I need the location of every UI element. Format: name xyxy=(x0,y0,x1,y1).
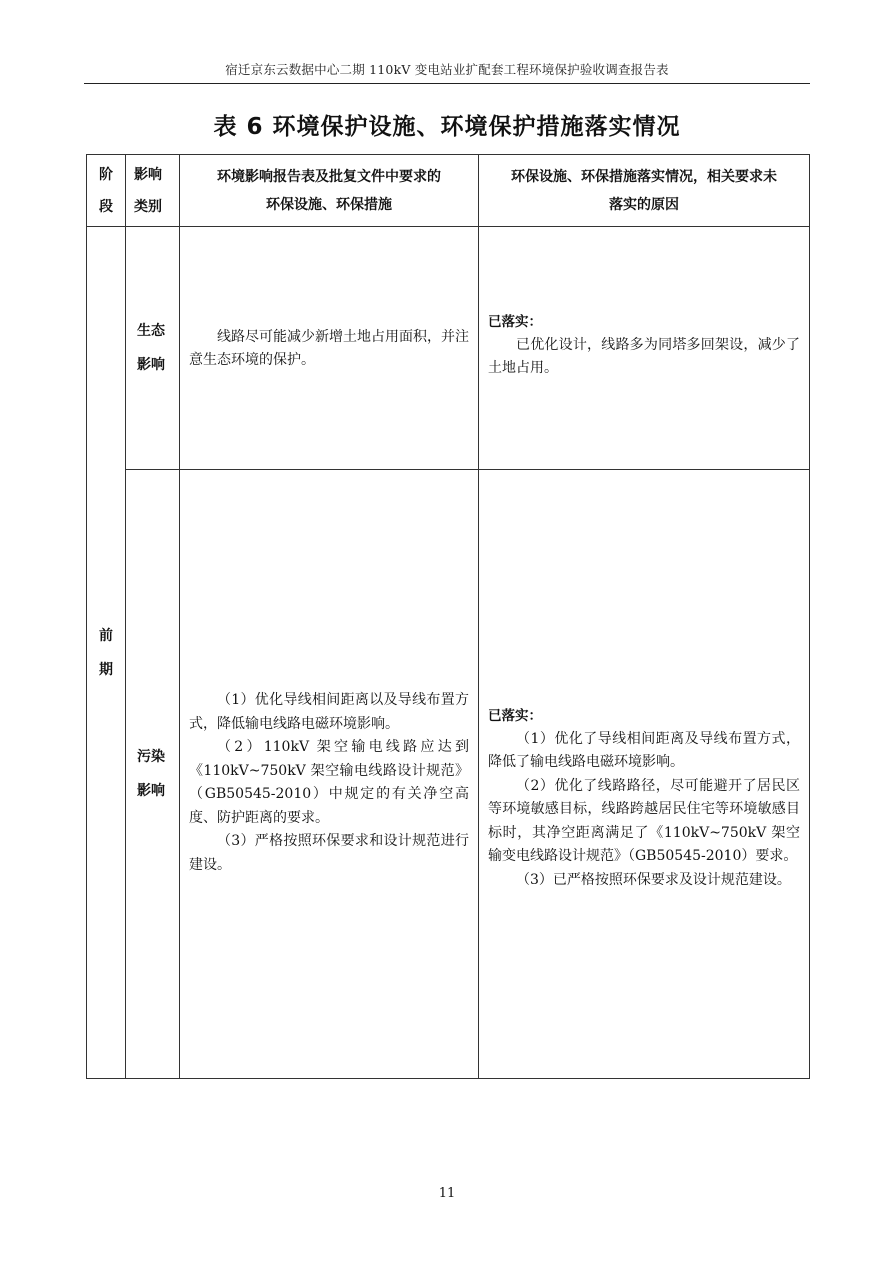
stage-cell xyxy=(87,227,126,1079)
header-impact-type-line-1: 影响 xyxy=(134,166,162,183)
header-divider xyxy=(84,83,810,84)
running-header: 宿迁京东云数据中心二期 110kV 变电站业扩配套工程环境保护验收调查报告表 xyxy=(225,62,669,77)
impact-type-line-2: 影响 xyxy=(137,357,165,373)
header-implemented-line-1: 环保设施、环保措施落实情况，相关要求未 xyxy=(511,168,777,185)
implemented-measure-item: （2）优化了线路路径，尽可能避开了居民区等环境敏感目标，线路跨越居民住宅等环境敏感目标时，其净空距离满足了《110kV~750kV 架空输变电线路设计规范》（GB50545-2010）要求。 xyxy=(488,777,800,865)
impact-type-line-1: 污染 xyxy=(137,749,165,765)
required-measure-item: （1）优化导线相间距离以及导线布置方式，降低输电线路电磁环境影响。 xyxy=(189,692,469,732)
table-row xyxy=(87,470,810,1079)
required-measures-cell xyxy=(180,227,479,470)
header-impact-type xyxy=(126,155,180,227)
required-measure-item: （2）110kV 架空输电线路应达到《110kV~750kV 架空输电线路设计规范》（GB50545-2010）中规定的有关净空高度、防护距离的要求。 xyxy=(189,739,469,826)
header-stage xyxy=(87,155,126,227)
header-stage-line-2: 段 xyxy=(99,198,113,215)
implemented-measures-cell xyxy=(479,227,810,470)
status-label: 已落实： xyxy=(488,313,542,330)
impact-type-cell xyxy=(126,470,180,1079)
impact-type-line-2: 影响 xyxy=(137,783,165,799)
implemented-measure-item: （1）优化了导线相间距离及导线布置方式，降低了输电线路电磁环境影响。 xyxy=(488,730,800,771)
status-label: 已落实： xyxy=(488,707,542,724)
table-title: 表 6 环境保护设施、环境保护措施落实情况 xyxy=(213,114,681,140)
header-implemented-measures xyxy=(479,155,810,227)
implemented-measures-cell xyxy=(479,470,810,1079)
header-required-line-1: 环境影响报告表及批复文件中要求的 xyxy=(217,168,441,185)
required-measure-text: 线路尽可能减少新增土地占用面积，并注意生态环境的保护。 xyxy=(189,328,469,368)
page-number: 11 xyxy=(438,1186,456,1201)
header-implemented-line-2: 落实的原因 xyxy=(609,196,679,213)
stage-line-2: 期 xyxy=(99,661,113,678)
header-impact-type-line-2: 类别 xyxy=(134,198,162,215)
stage-line-1: 前 xyxy=(99,627,113,644)
table-header-row xyxy=(87,155,810,227)
header-stage-line-1: 阶 xyxy=(99,166,113,183)
required-measures-cell xyxy=(180,470,479,1079)
header-required-measures xyxy=(180,155,479,227)
implemented-measure-item: （3）已严格按照环保要求及设计规范建设。 xyxy=(516,871,791,888)
header-required-line-2: 环保设施、环保措施 xyxy=(266,196,392,213)
implemented-measure-text: 已优化设计，线路多为同塔多回架设，减少了土地占用。 xyxy=(488,336,800,376)
impact-type-line-1: 生态 xyxy=(137,323,165,339)
impact-type-cell xyxy=(126,227,180,470)
required-measure-item: （3）严格按照环保要求和设计规范进行建设。 xyxy=(189,833,469,873)
table-row xyxy=(87,227,810,470)
measures-table xyxy=(86,154,810,1079)
